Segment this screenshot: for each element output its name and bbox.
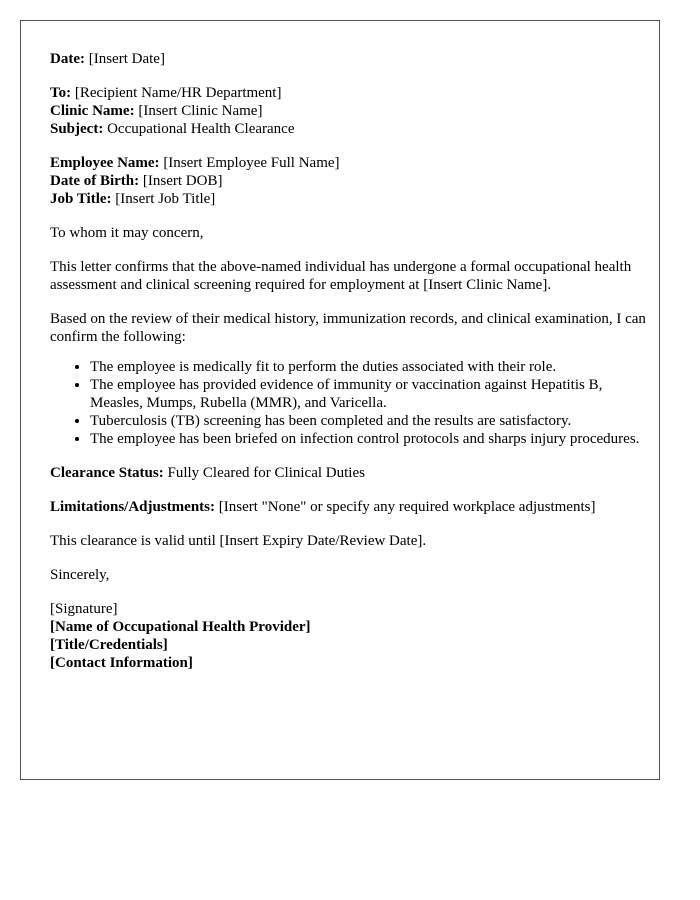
letter-content xyxy=(50,50,650,672)
date-label: Date: xyxy=(50,51,85,67)
job-title-line xyxy=(50,190,650,208)
clinic-value: [Insert Clinic Name] xyxy=(138,103,263,119)
confirmation-paragraph: This letter confirms that the above-named individual has undergone a formal occupational health assessment and clinical screening required for employment at [Insert Clinic Name]. xyxy=(50,259,632,293)
job-title-label: Job Title: xyxy=(50,191,112,207)
clinic-line xyxy=(50,102,650,120)
limitations-line xyxy=(50,498,650,516)
letter-page xyxy=(20,20,660,780)
to-value: [Recipient Name/HR Department] xyxy=(74,85,282,101)
list-item: • The employee has been briefed on infection control protocols and sharps injury procedures. xyxy=(90,430,650,448)
dob-label: Date of Birth: xyxy=(50,173,140,189)
clinic-label: Clinic Name: xyxy=(50,103,135,119)
to-label: To: xyxy=(50,85,72,101)
employee-name-value: [Insert Employee Full Name] xyxy=(163,155,340,171)
closing: Sincerely, xyxy=(50,567,110,583)
date-value: [Insert Date] xyxy=(88,51,165,67)
header-block xyxy=(50,50,650,68)
date-line xyxy=(50,50,650,68)
employee-name-label: Employee Name: xyxy=(50,155,160,171)
employee-block xyxy=(50,154,650,208)
employee-name-line xyxy=(50,154,650,172)
salutation: To whom it may concern, xyxy=(50,225,204,241)
findings-list xyxy=(50,358,650,448)
provider-name: [Name of Occupational Health Provider] xyxy=(50,619,311,635)
dob-line xyxy=(50,172,650,190)
subject-value: Occupational Health Clearance xyxy=(107,121,295,137)
clearance-status-value: Fully Cleared for Clinical Duties xyxy=(167,465,365,481)
review-paragraph: Based on the review of their medical history, immunization records, and clinical examination, I can confirm the following: xyxy=(50,311,646,345)
recipient-block xyxy=(50,84,650,138)
clearance-status-line xyxy=(50,464,650,482)
signature-placeholder: [Signature] xyxy=(50,601,118,617)
signature-block xyxy=(50,600,650,672)
list-item: • Tuberculosis (TB) screening has been completed and the results are satisfactory. xyxy=(90,412,650,430)
subject-label: Subject: xyxy=(50,121,104,137)
subject-line xyxy=(50,120,650,138)
dob-value: [Insert DOB] xyxy=(142,173,223,189)
provider-contact: [Contact Information] xyxy=(50,655,193,671)
list-item: • The employee is medically fit to perform the duties associated with their role. xyxy=(90,358,650,376)
validity-statement: This clearance is valid until [Insert Expiry Date/Review Date]. xyxy=(50,533,427,549)
job-title-value: [Insert Job Title] xyxy=(115,191,216,207)
limitations-label: Limitations/Adjustments: xyxy=(50,499,216,515)
provider-title: [Title/Credentials] xyxy=(50,637,168,653)
list-item: • The employee has provided evidence of immunity or vaccination against Hepatitis B, Measles, Mumps, Rubella (MMR), and Varicella. xyxy=(90,376,650,412)
to-line xyxy=(50,84,650,102)
limitations-value: [Insert "None" or specify any required workplace adjustments] xyxy=(218,499,596,515)
clearance-status-label: Clearance Status: xyxy=(50,465,164,481)
